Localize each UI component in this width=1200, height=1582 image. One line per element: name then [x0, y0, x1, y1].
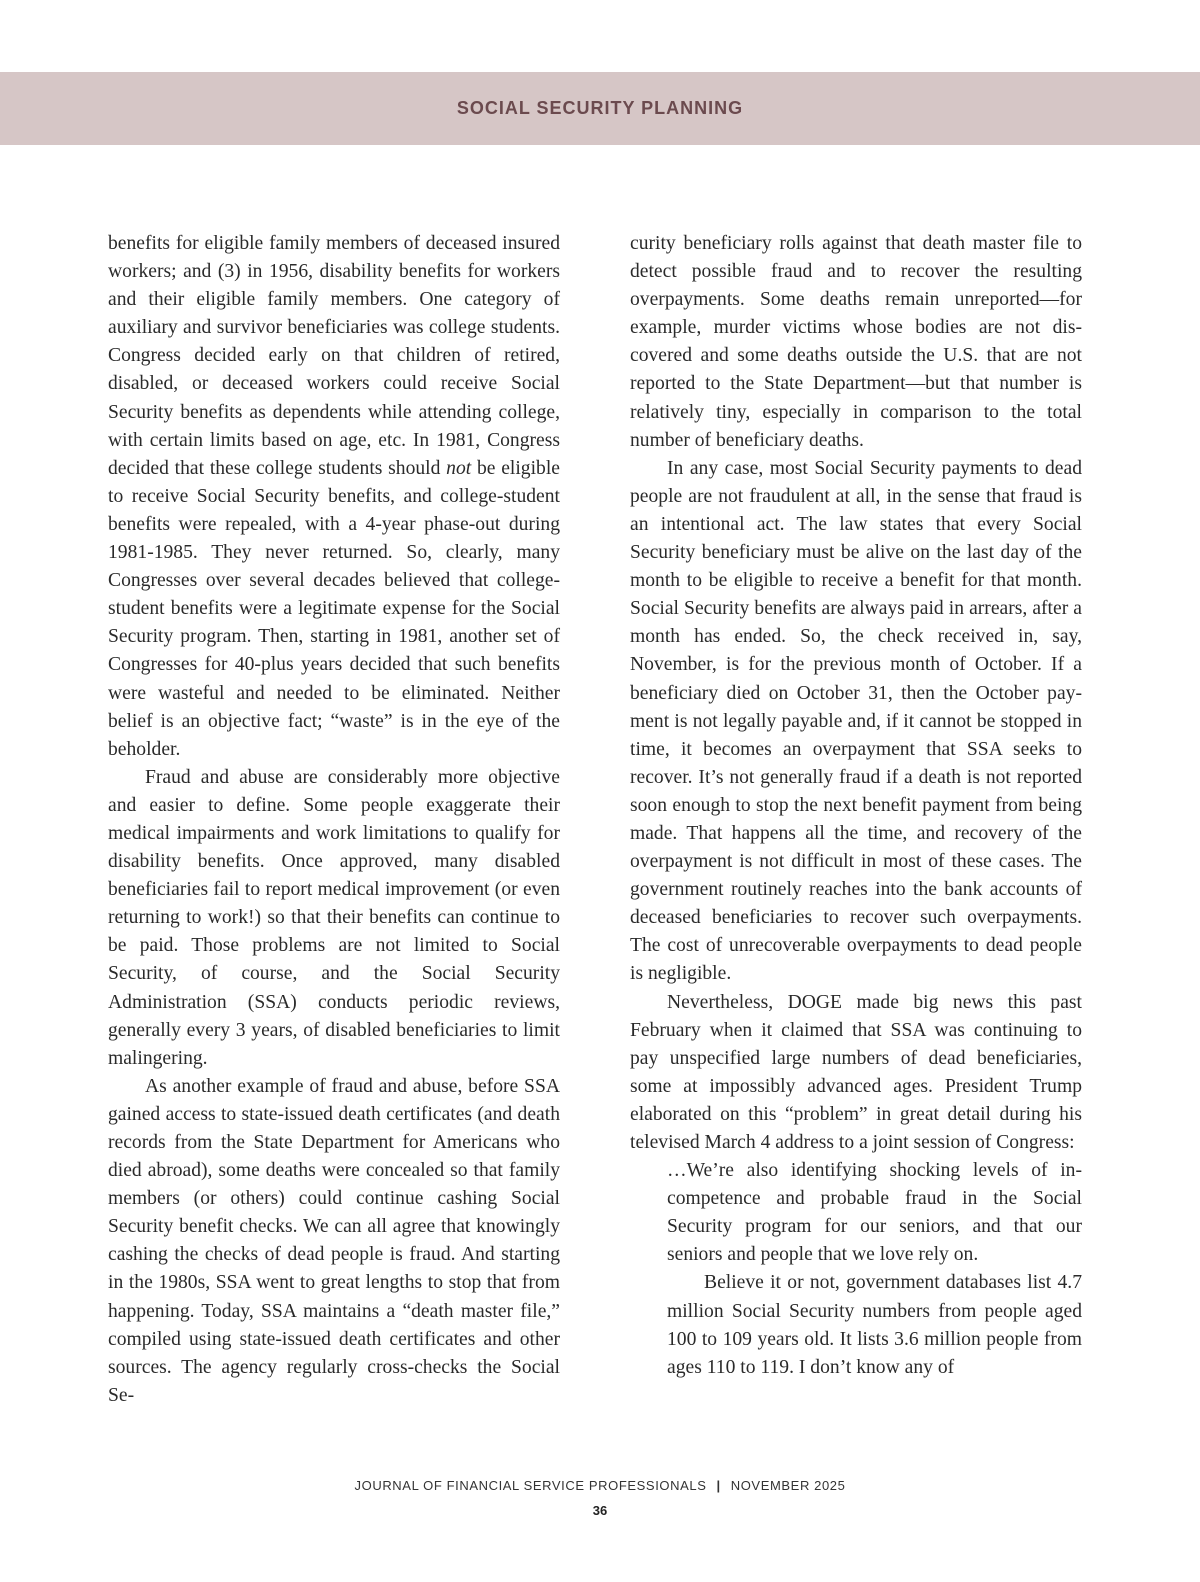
block-quote-2: Believe it or not, government databases list 4.7 million Social Security numbers from people aged 100 to 109 years old. It lists 3.6 million people from ages 110 to 119. I don’t know any of [667, 1272, 1082, 1378]
right-paragraph-1: curity beneficiary rolls against that death master file to detect possible fraud and to recover the resulting overpayments. Some deaths remain unreported—for example, murder victims whose bodies are not discovered and some deaths outside the U.S. that are not reported to the State Department—but that number is relatively tiny, especially in comparison to the total number of beneficiary deaths. [630, 233, 1082, 451]
left-paragraph-3: As another example of fraud and abuse, before SSA gained access to state-issued death certificates (and death records from the State Department for Americans who died abroad), some deaths were concealed so that family members (or others) could continue cashing Social Security benefit checks. We can all agree that knowingly cashing the checks of dead people is fraud. And starting in the 1980s, SSA went to great lengths to stop that from happening. Today, SSA maintains a “death master file,” compiled using state-issued death certificates and other sources. The agency regularly cross-checks the Social Se- [108, 1075, 560, 1406]
left-column [108, 230, 560, 1410]
right-paragraph-2: In any case, most Social Security payments to dead people are not fraudulent at all, in the sense that fraud is an intentional act. The law states that every Social Security beneficiary must be alive on the last day of the month to be eligible to receive a benefit for that month. Social Security benefits are always paid in arrears, after a month has ended. So, the check received in, say, November, is for the previous month of October. If a beneficiary died on October 31, then the October payment is not legally payable and, if it cannot be stopped in time, it becomes an overpayment that SSA seeks to recover. It’s not generally fraud if a death is not reported soon enough to stop the next benefit payment from being made. That happens all the time, and recovery of the overpayment is not difficult in most of these cases. The government routinely reaches into the bank accounts of deceased beneficiaries to recover such overpayments. The cost of unrecoverable overpayments to dead people is negligible. [630, 457, 1082, 985]
emphasis-not: not [446, 457, 472, 479]
footer-separator: | [716, 1478, 721, 1493]
page-footer [0, 1478, 1200, 1493]
right-paragraph-3: Nevertheless, DOGE made big news this past February when it claimed that SSA was continuing to pay unspecified large numbers of dead beneficiaries, some at impossibly advanced ages. President Trump elaborated on this “problem” in great detail during his televised March 4 address to a joint session of Congress: [630, 991, 1082, 1153]
right-column [630, 230, 1082, 1382]
left-paragraph-2: Fraud and abuse are considerably more objective and easier to define. Some people exaggerate their medical impairments and work limitations to qualify for disability benefits. Once approved, many disabled beneficiaries fail to report medical improvement (or even returning to work!) so that their benefits can continue to be paid. Those problems are not limited to Social Security, of course, and the Social Security Administration (SSA) conducts periodic reviews, generally every 3 years, of disabled beneficiaries to limit malingering. [108, 766, 560, 1069]
journal-name: JOURNAL OF FINANCIAL SERVICE PROFESSIONALS [354, 1478, 707, 1493]
section-title: SOCIAL SECURITY PLANNING [456, 98, 744, 118]
section-banner [0, 72, 1200, 145]
block-quote-1: …We’re also identifying shocking levels of incompetence and probable fraud in the Social Security program for our seniors, and that our seniors and people that we love rely on. [667, 1160, 1082, 1266]
issue-date: NOVEMBER 2025 [730, 1478, 846, 1493]
left-paragraph-1: benefits for eligible family members of deceased insured workers; and (3) in 1956, disability benefits for workers and their eligible family members. One category of auxiliary and survivor beneficiaries was college students. Congress decided early on that children of retired, disabled, or deceased workers could receive Social Security benefits as dependents while attending college, with certain limits based on age, etc. In 1981, Congress decided that these college students should not be eligible to receive Social Security benefits, and college-student benefits were repealed, with a 4-year phase-out during 1981-1985. They never returned. So, clearly, many Congresses over several decades believed that college-student benefits were a legitimate expense for the Social Security program. Then, starting in 1981, another set of Congresses for 40-plus years decided that such benefits were wasteful and needed to be eliminated. Neither belief is an objective fact; “waste” is in the eye of the beholder. [108, 233, 560, 760]
page-number: 36 [592, 1503, 608, 1518]
